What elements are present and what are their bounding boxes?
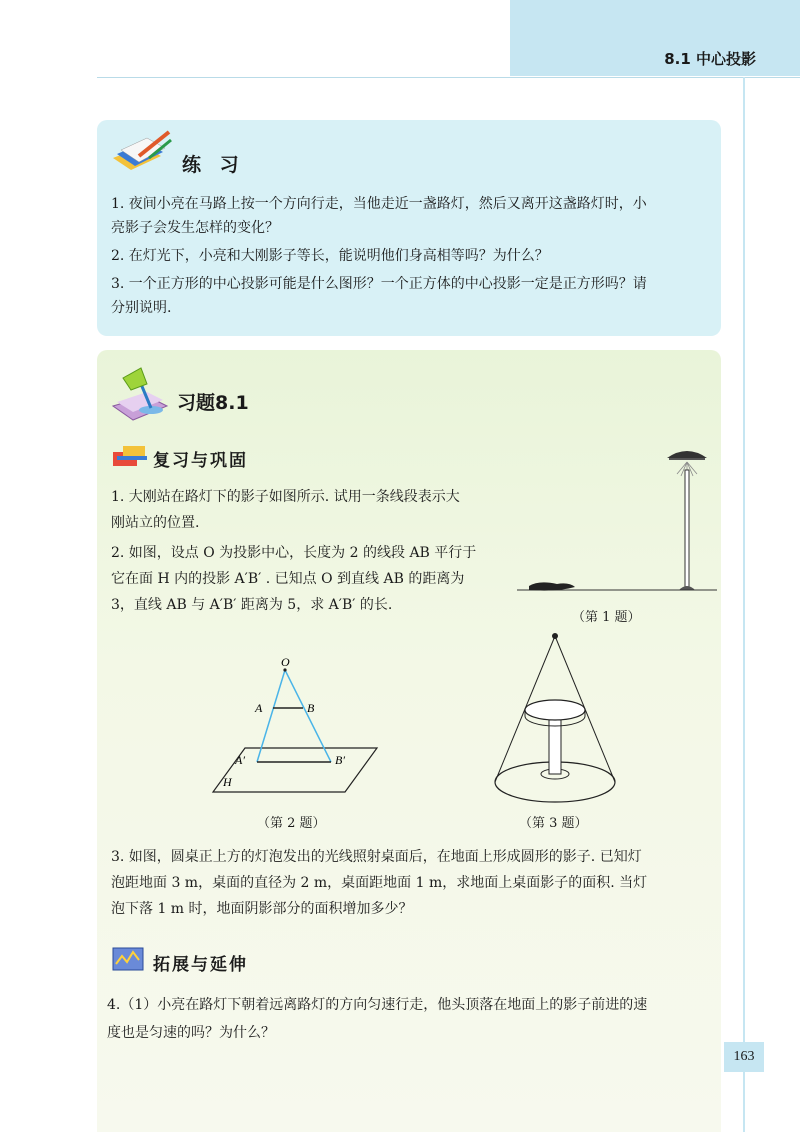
practice-heading: 练 习: [182, 154, 245, 176]
question-2: 它在面 H 内的投影 A′B′ . 已知点 O 到直线 AB 的距离为: [111, 571, 465, 587]
practice-item: 1. 夜间小亮在马路上按一个方向行走，当他走近一盏路灯，然后又离开这盏路灯时，小: [111, 196, 647, 212]
practice-item: 分别说明.: [111, 300, 172, 316]
label-b: B: [307, 701, 315, 715]
label-a: A: [255, 701, 263, 715]
gift-books-icon: [111, 442, 151, 468]
label-b-prime: B′: [335, 753, 345, 767]
extend-heading: 拓展与延伸: [153, 955, 248, 975]
practice-item: 2. 在灯光下，小亮和大刚影子等长，能说明他们身高相等吗？为什么？: [111, 248, 549, 264]
question-2: 2. 如图，设点 O 为投影中心，长度为 2 的线段 AB 平行于: [111, 545, 477, 561]
figure-2-projection: [205, 650, 385, 800]
side-rule: [743, 77, 745, 1132]
figure-2-caption: （第 2 题）: [257, 816, 326, 831]
chart-board-icon: [111, 946, 147, 974]
exercise-heading: 习题8.1: [177, 392, 249, 414]
review-heading: 复习与巩固: [153, 451, 248, 471]
question-3: 3. 如图，圆桌正上方的灯泡发出的光线照射桌面后，在地面上形成圆形的影子. 已知灯: [111, 849, 642, 865]
question-1: 1. 大刚站在路灯下的影子如图所示. 试用一条线段表示大: [111, 489, 460, 505]
practice-item: 亮影子会发生怎样的变化？: [111, 220, 279, 236]
exercise-box: [97, 350, 721, 1132]
figure-3-caption: （第 3 题）: [519, 816, 588, 831]
books-pencil-icon: [109, 128, 175, 174]
figure-3-round-table: [491, 630, 621, 810]
question-3: 泡距地面 3 m，桌面的直径为 2 m，桌面距地面 1 m，求地面上桌面影子的面积. 当灯: [111, 875, 648, 891]
section-title: 8.1 中心投影: [664, 50, 756, 68]
question-4: 度也是匀速的吗？为什么？: [107, 1025, 275, 1041]
label-a-prime: A′: [235, 753, 245, 767]
practice-box: [97, 120, 721, 336]
page-number: 163: [724, 1042, 764, 1072]
practice-item: 3. 一个正方形的中心投影可能是什么图形？一个正方体的中心投影一定是正方形吗？请: [111, 276, 647, 292]
question-1: 刚站立的位置.: [111, 515, 200, 531]
figure-1-caption: （第 1 题）: [572, 610, 641, 625]
question-2: 3，直线 AB 与 A′B′ 距离为 5，求 A′B′ 的长.: [111, 597, 393, 613]
header-rule: [97, 77, 800, 78]
figure-1-street-lamp: [517, 444, 717, 604]
question-4: 4.（1）小亮在路灯下朝着远离路灯的方向匀速行走，他头顶落在地面上的影子前进的速: [107, 997, 648, 1013]
header-band: [510, 0, 800, 76]
label-h: H: [223, 775, 232, 789]
label-o: O: [281, 655, 290, 669]
desk-lamp-icon: [107, 364, 177, 426]
question-3: 泡下落 1 m 时，地面阴影部分的面积增加多少？: [111, 901, 413, 917]
